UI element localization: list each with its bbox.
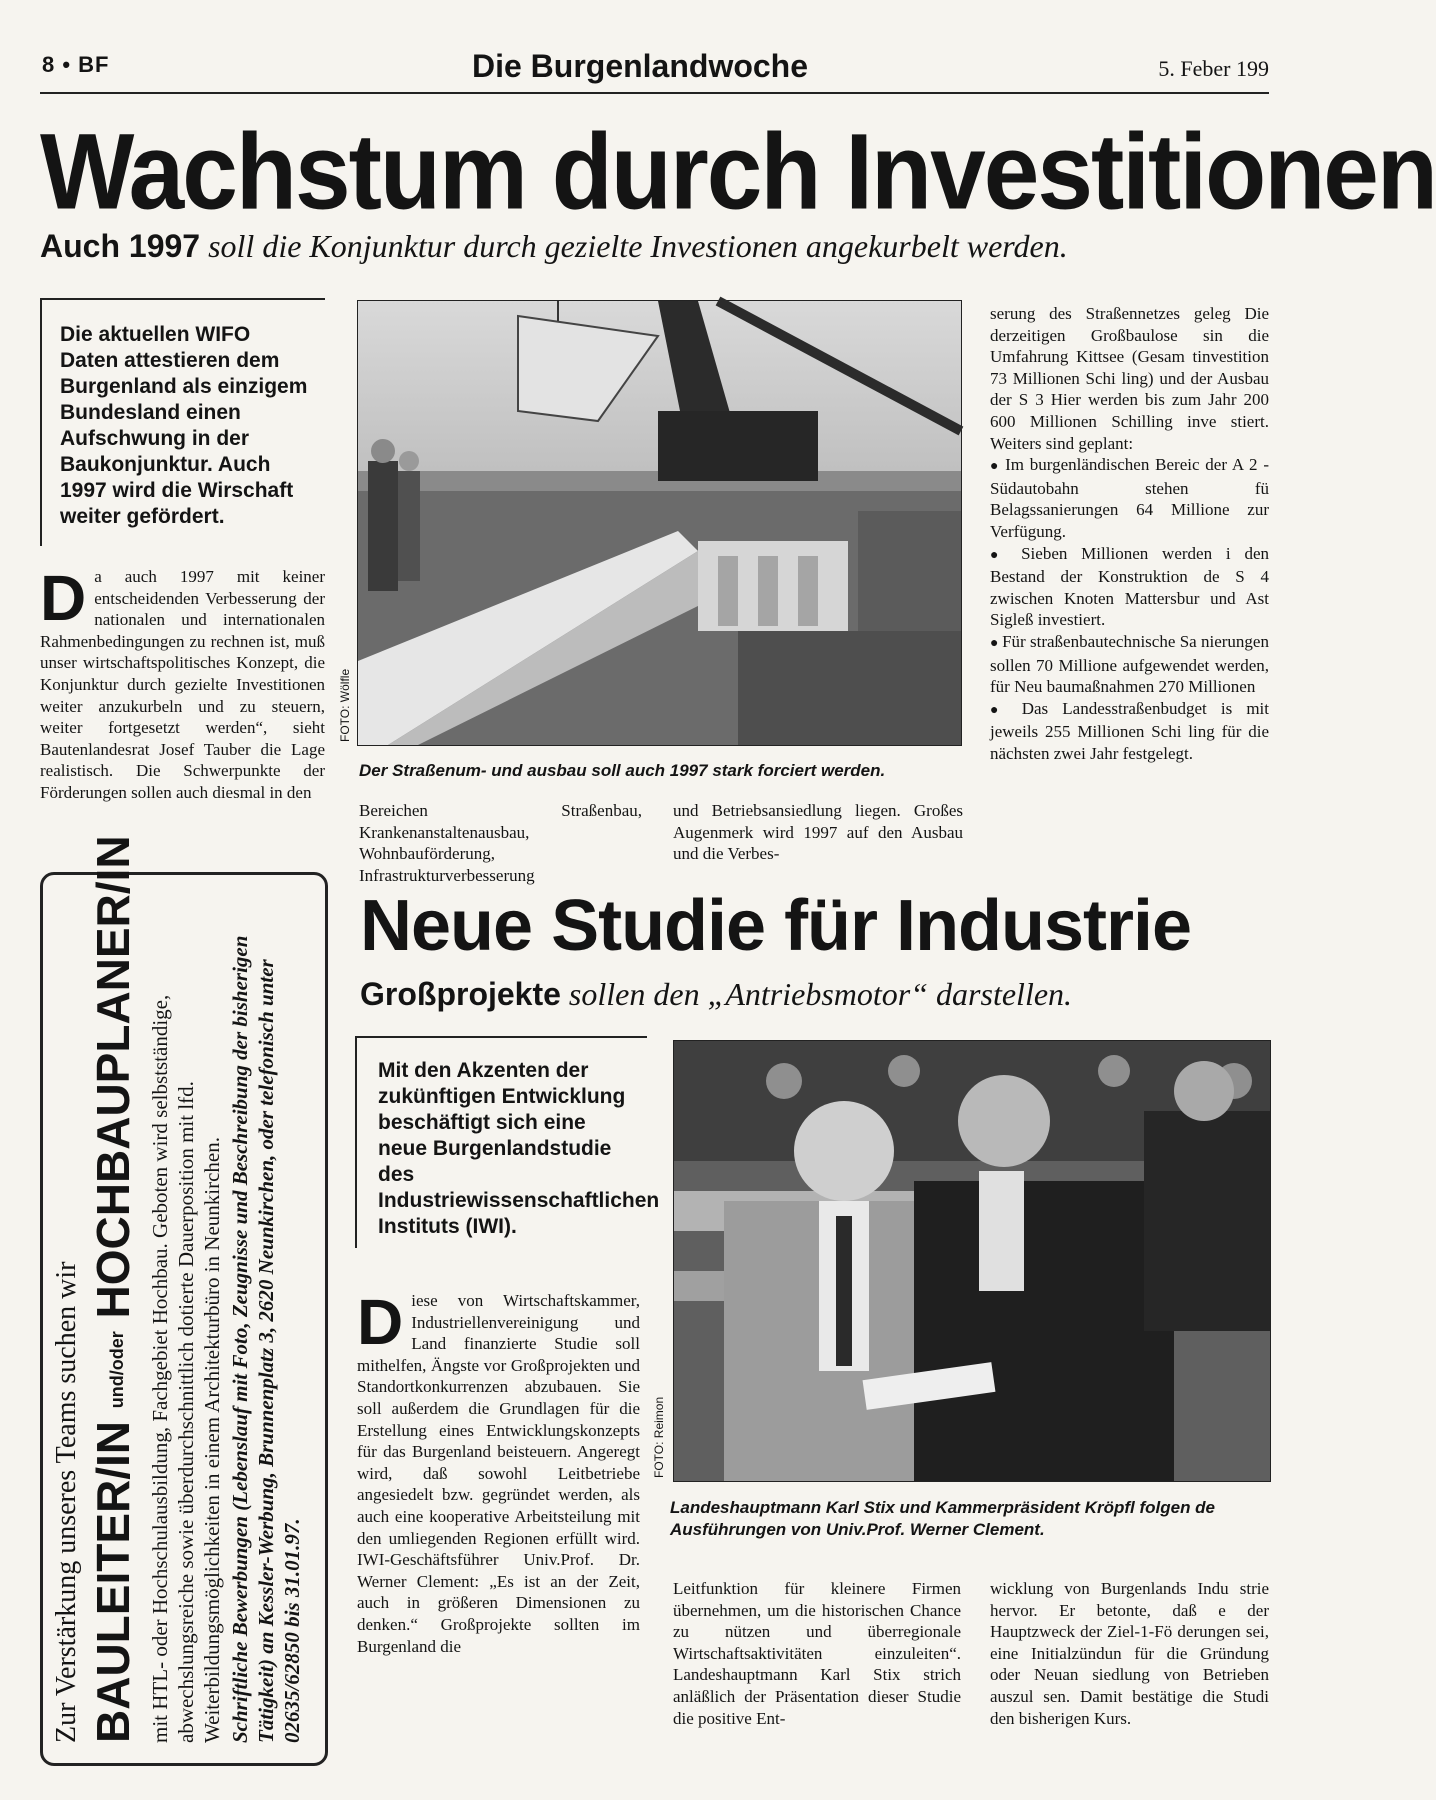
newspaper-title: Die Burgenlandwoche bbox=[471, 48, 809, 84]
job-title-hochbauplaner: HOCHBAUPLANER/IN bbox=[87, 835, 139, 1319]
officials-photo-image bbox=[674, 1041, 1270, 1481]
article1-dropcap: D bbox=[40, 562, 87, 634]
article1-column-2: Bereichen Straßenbau, Krankenanstaltenausbau, Wohnbauförderung, Infrastrukturverbesserung bbox=[359, 801, 642, 885]
article1-subline-bold: Auch 1997 bbox=[40, 228, 201, 264]
article1-bullet-list bbox=[990, 454, 1269, 764]
issue-date: 5. Feber 199 bbox=[1158, 56, 1269, 81]
article1-column-4 bbox=[990, 303, 1269, 873]
article1-headline: Wachstum durch Investitionen bbox=[40, 111, 1436, 233]
job-ad-content bbox=[43, 835, 325, 1763]
article2-dropcap: D bbox=[357, 1286, 404, 1358]
article2-column-3: wicklung von Burgenlands Indu strie hervor. Er betonte, daß e der Hauptzweck der Ziel-1-Fö derungen sei, eine Initialzündun für die Gründung oder Neuan siedlung von Betrieben auszul sen. Damit bestätige die Studi den bisherigen Kurs. bbox=[990, 1579, 1269, 1728]
construction-photo bbox=[357, 300, 962, 746]
article2-subline-bold: Großprojekte bbox=[360, 976, 561, 1012]
article1-column-3: und Betriebsansiedlung liegen. Großes Augenmerk wird 1997 auf den Ausbau und die Verbes- bbox=[673, 801, 963, 864]
article2-column-2: Leitfunktion für kleinere Firmen übernehmen, um die historischen Chance zu nützen und überregionale Wirtschaftsaktivitäten einzuleiten“. Landeshauptmann Karl Stix strich anläßlich der Präsentation dieser Studie die positive Ent- bbox=[673, 1579, 961, 1728]
job-ad-intro: Zur Verstärkung unseres Teams suchen wir bbox=[51, 1261, 82, 1743]
article1-col1-text: a auch 1997 mit keiner entscheidenden Verbesserung der nationalen und internationalen Rahmenbedingungen zu rechnen ist, muß unser wirtschaftspolitisches Konzept, die Konjunktur durch gezielte Investitionen weiter anzukurbeln und zu steuern, weiter fortgesetzt werden“, sieht Bautenlandesrat Josef Tauber die Lage realistisch. Die Schwerpunkte der Förderungen sollen auch diesmal in den bbox=[40, 567, 325, 802]
article2-headline: Neue Studie für Industrie bbox=[360, 886, 1192, 966]
bullet-item: ● Sieben Millionen werden i den Bestand der Konstruktion de S 4 zwischen Knoten Mattersbur und Ast Sigleß investiert. bbox=[990, 543, 1269, 631]
bullet-item: ● Das Landesstraßenbudget is mit jeweils 255 Millionen Schi ling für die nächsten zwei Jahr festgelegt. bbox=[990, 698, 1269, 765]
job-ad-title bbox=[87, 835, 143, 1743]
article2-lead: Mit den Akzenten der zukünftigen Entwicklung beschäftigt sich eine neue Burgenlandstudie des Industriewissenschaftlichen Instituts (IWI). bbox=[378, 1059, 660, 1238]
article1-col4-intro: serung des Straßennetzes geleg Die derzeitigen Großbaulose sin die Umfahrung Kittsee (Gesam tinvestition 73 Millionen Schi ling) und der Ausbau der S 3 Hier werden bis zum Jahr 200 600 Millionen Schilling inve stiert. Weiters sind geplant: bbox=[990, 304, 1269, 453]
article2-subline-italic: sollen den „Antriebsmotor“ darstellen. bbox=[568, 976, 1073, 1012]
article1-lead: Die aktuellen WIFO Daten attestieren dem Burgenland als einzigem Bundesland einen Aufschwung in der Baukonjunktur. Auch 1997 wird die Wirschaft weiter gefördert. bbox=[60, 323, 308, 528]
job-ad-body: mit HTL- oder Hochschulausbildung, Fachgebiet Hochbau. Geboten wird selbstständige, abwechslungsreiche sowie überdurchschnittlich dotierte Dauerposition mit lfd. Weiterbildungsmöglichkeiten in einem Architekturbüro in Neunkirchen. bbox=[148, 994, 224, 1743]
bullet-item: ● Für straßenbautechnische Sa nierungen sollen 70 Millione aufgewendet werden, für Neu baumaßnahmen 270 Millionen bbox=[990, 631, 1269, 698]
bullet-item: ● Im burgenländischen Bereic der A 2 - Südautobahn stehen fü Belagssanierungen 64 Millione zur Verfügung. bbox=[990, 454, 1269, 542]
job-ad-contact: Schriftliche Bewerbungen (Lebenslauf mit Foto, Zeugnisse und Beschreibung der bisherigen Tätigkeit) an Kessler-Werbung, Brunnenplatz 3, 2620 Neunkirchen, oder telefonisch unter 02635/62850 bis 31.01.97. bbox=[228, 935, 304, 1743]
article1-subline bbox=[40, 228, 1068, 265]
photo1-credit: FOTO: Wölfle bbox=[338, 668, 352, 742]
job-title-bauleiter: BAULEITER/IN bbox=[87, 1421, 139, 1743]
article1-column-1 bbox=[40, 562, 325, 870]
article1-subline-italic: soll die Konjunktur durch gezielte Investionen angekurbelt werden. bbox=[208, 228, 1068, 264]
header-rule bbox=[40, 92, 1269, 94]
article2-col1-text: iese von Wirtschaftskammer, Industriellenvereinigung und Land finanzierte Studie soll mithelfen, Ängste vor Großprojekten und Standortkonkurrenzen abzubauen. Sie soll außerdem die Grundlagen für die Erstellung eines Entwicklungskonzepts für das Burgenland beisteuern. Angeregt wird, daß sowohl Leitbetriebe angesiedelt bzw. gegründet werden, als auch eine kooperative Arbeitsteilung mit den umliegenden Regionen erfüllt wird. IWI-Geschäftsführer Univ.Prof. Dr. Werner Clement: „Es ist an der Zeit, auch in größeren Dimensionen zu denken.“ Großprojekte sollten im Burgenland die bbox=[357, 1291, 640, 1656]
photo1-caption: Der Straßenum- und ausbau soll auch 1997 stark forciert werden. bbox=[359, 761, 886, 780]
photo2-caption: Landeshauptmann Karl Stix und Kammerpräsident Kröpfl folgen de Ausführungen von Univ.Prof. Werner Clement. bbox=[670, 1498, 1216, 1539]
photo2-credit: FOTO: Reimon bbox=[652, 1396, 666, 1478]
job-title-connector: und/oder bbox=[106, 1331, 127, 1409]
page-number: 8 • BF bbox=[42, 52, 110, 77]
article2-subline bbox=[360, 976, 1072, 1013]
article2-column-1 bbox=[357, 1286, 640, 1770]
officials-photo bbox=[673, 1040, 1271, 1482]
construction-photo-image bbox=[358, 301, 961, 745]
job-advertisement bbox=[40, 835, 328, 1766]
